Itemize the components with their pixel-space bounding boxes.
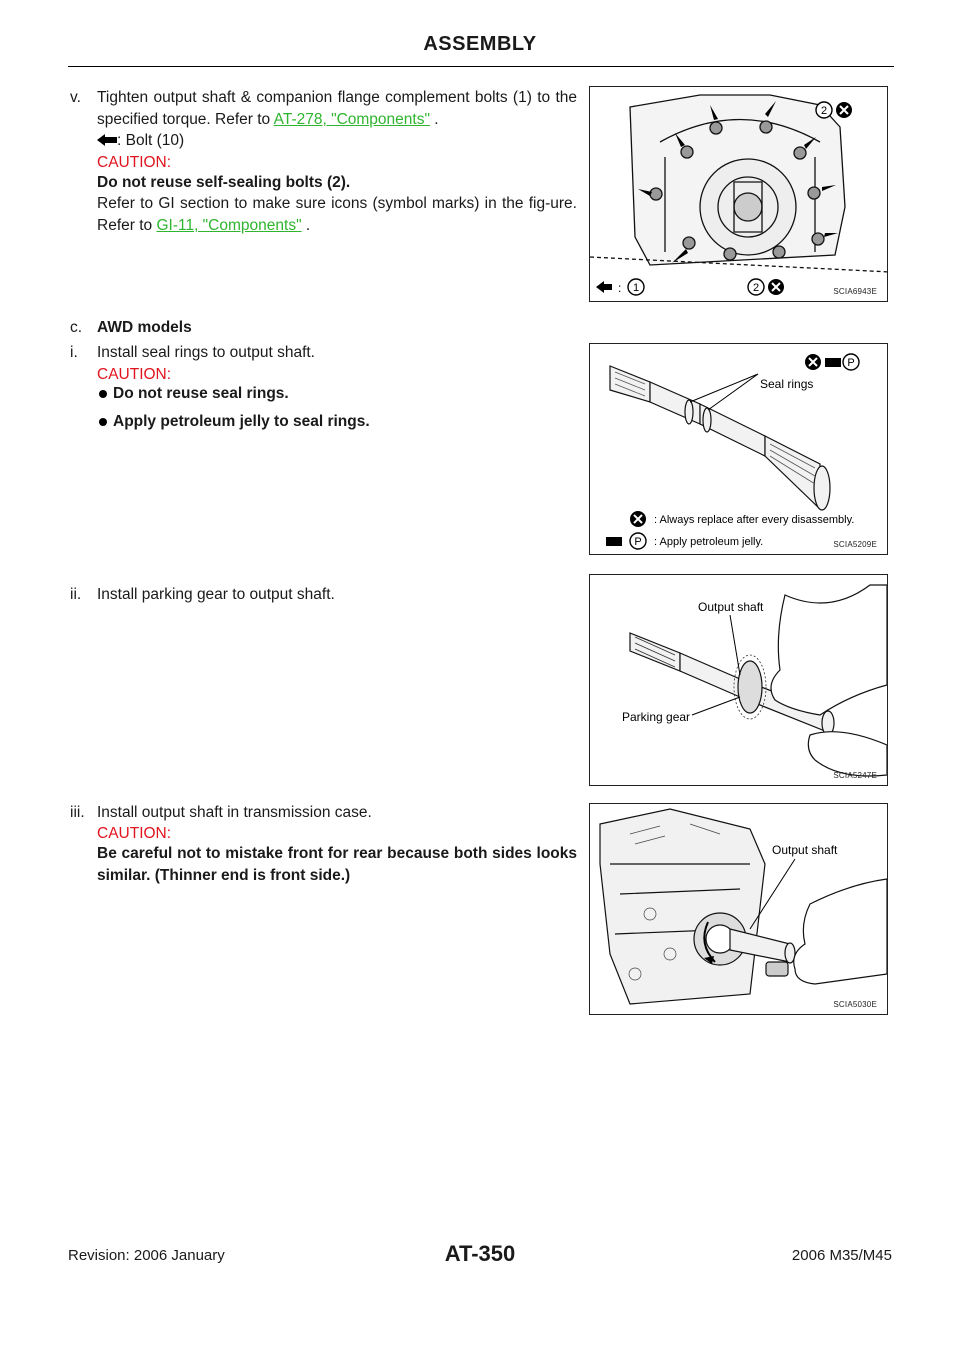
callout-seal-rings: Seal rings bbox=[760, 377, 814, 391]
svg-text::: : bbox=[618, 281, 622, 295]
svg-text:P: P bbox=[847, 357, 855, 369]
step-ii-text: Install parking gear to output shaft. bbox=[97, 586, 335, 603]
bullet-text: Do not reuse seal rings. bbox=[113, 385, 289, 402]
step-c bbox=[70, 317, 192, 339]
svg-text:1: 1 bbox=[632, 282, 640, 294]
figure-1-mark-2 bbox=[816, 102, 852, 118]
step-i-caution-label: CAUTION: bbox=[97, 366, 172, 383]
link-at-278[interactable]: AT-278, "Components" bbox=[273, 111, 430, 128]
step-i bbox=[70, 342, 315, 364]
step-v bbox=[70, 87, 577, 131]
figure-seal-rings bbox=[589, 343, 888, 555]
figure-1-legend bbox=[596, 279, 784, 295]
link-gi-11[interactable]: GI-11, "Components" bbox=[156, 217, 302, 234]
step-v-note-after: . bbox=[305, 217, 311, 234]
step-v-caution-text: Do not reuse self-sealing bolts (2). bbox=[97, 174, 351, 191]
figure-2-code: SCIA5209E bbox=[833, 540, 877, 549]
bullet-dot bbox=[99, 390, 107, 398]
svg-text:: Always replace after every d: : Always replace after every disassembly. bbox=[654, 514, 855, 526]
bolt-legend bbox=[97, 130, 184, 152]
header-rule bbox=[68, 66, 894, 67]
svg-text:: Apply petroleum jelly.: : Apply petroleum jelly. bbox=[654, 536, 764, 548]
footer-model: 2006 M35/M45 bbox=[791, 1247, 892, 1264]
step-i-text: Install seal rings to output shaft. bbox=[97, 344, 315, 361]
petroleum-jelly-icon bbox=[606, 537, 622, 546]
figure-2-drawing bbox=[590, 344, 887, 554]
bolt-arrow-icon bbox=[97, 134, 117, 146]
footer-revision: Revision: 2006 January bbox=[68, 1247, 225, 1264]
step-v-note bbox=[97, 193, 577, 237]
page-number: AT-350 bbox=[444, 1241, 516, 1266]
page-title: ASSEMBLY bbox=[423, 33, 537, 55]
callout-parking-gear: Parking gear bbox=[622, 710, 691, 724]
step-i-label: i. bbox=[70, 344, 78, 361]
svg-text:2: 2 bbox=[752, 282, 760, 294]
step-v-after: . bbox=[434, 111, 439, 128]
bullet-dot bbox=[99, 418, 107, 426]
step-c-label: c. bbox=[70, 319, 83, 336]
bolt-arrow-icon bbox=[596, 281, 612, 293]
figure-1-drawing bbox=[590, 87, 887, 301]
step-i-caution-list bbox=[97, 383, 567, 433]
figure-1-code: SCIA6943E bbox=[833, 287, 877, 296]
callout-output-shaft: Output shaft bbox=[772, 843, 838, 857]
bullet-text: Apply petroleum jelly to seal rings. bbox=[113, 413, 370, 430]
step-c-text: AWD models bbox=[97, 319, 192, 336]
callout-output-shaft: Output shaft bbox=[698, 600, 764, 614]
step-ii bbox=[70, 584, 335, 606]
step-iii-caution-label: CAUTION: bbox=[97, 825, 172, 842]
step-iii bbox=[70, 802, 372, 824]
step-v-note-text: Refer to GI section to make sure icons (symbol marks) in the fig-ure. Refer to bbox=[97, 195, 577, 234]
figure-2-legend bbox=[606, 511, 854, 549]
step-iii-caution-text: Be careful not to mistake front for rear because both sides looks similar. (Thinner end is front side.) bbox=[97, 845, 577, 884]
caution-bullet bbox=[97, 411, 567, 433]
step-iii-text: Install output shaft in transmission case. bbox=[97, 804, 372, 821]
step-v-text: Tighten output shaft & companion flange complement bolts (1) to the specified torque. Refer to bbox=[97, 89, 577, 128]
step-v-caution-label: CAUTION: bbox=[97, 154, 172, 171]
figure-parking-gear bbox=[589, 574, 888, 786]
figure-2-icons bbox=[805, 354, 859, 370]
figure-companion-flange-bolts bbox=[589, 86, 888, 302]
step-ii-label: ii. bbox=[70, 586, 82, 603]
figure-3-drawing bbox=[590, 575, 887, 785]
caution-bullet bbox=[97, 383, 567, 405]
figure-3-code: SCIA5247E bbox=[833, 771, 877, 780]
figure-4-drawing bbox=[590, 804, 887, 1014]
step-iii-label: iii. bbox=[70, 804, 85, 821]
figure-output-shaft-install bbox=[589, 803, 888, 1015]
bolt-legend-text: : Bolt (10) bbox=[117, 132, 185, 149]
svg-text:P: P bbox=[634, 536, 642, 548]
figure-4-code: SCIA5030E bbox=[833, 1000, 877, 1009]
svg-text:2: 2 bbox=[820, 105, 828, 117]
step-v-label: v. bbox=[70, 89, 81, 106]
